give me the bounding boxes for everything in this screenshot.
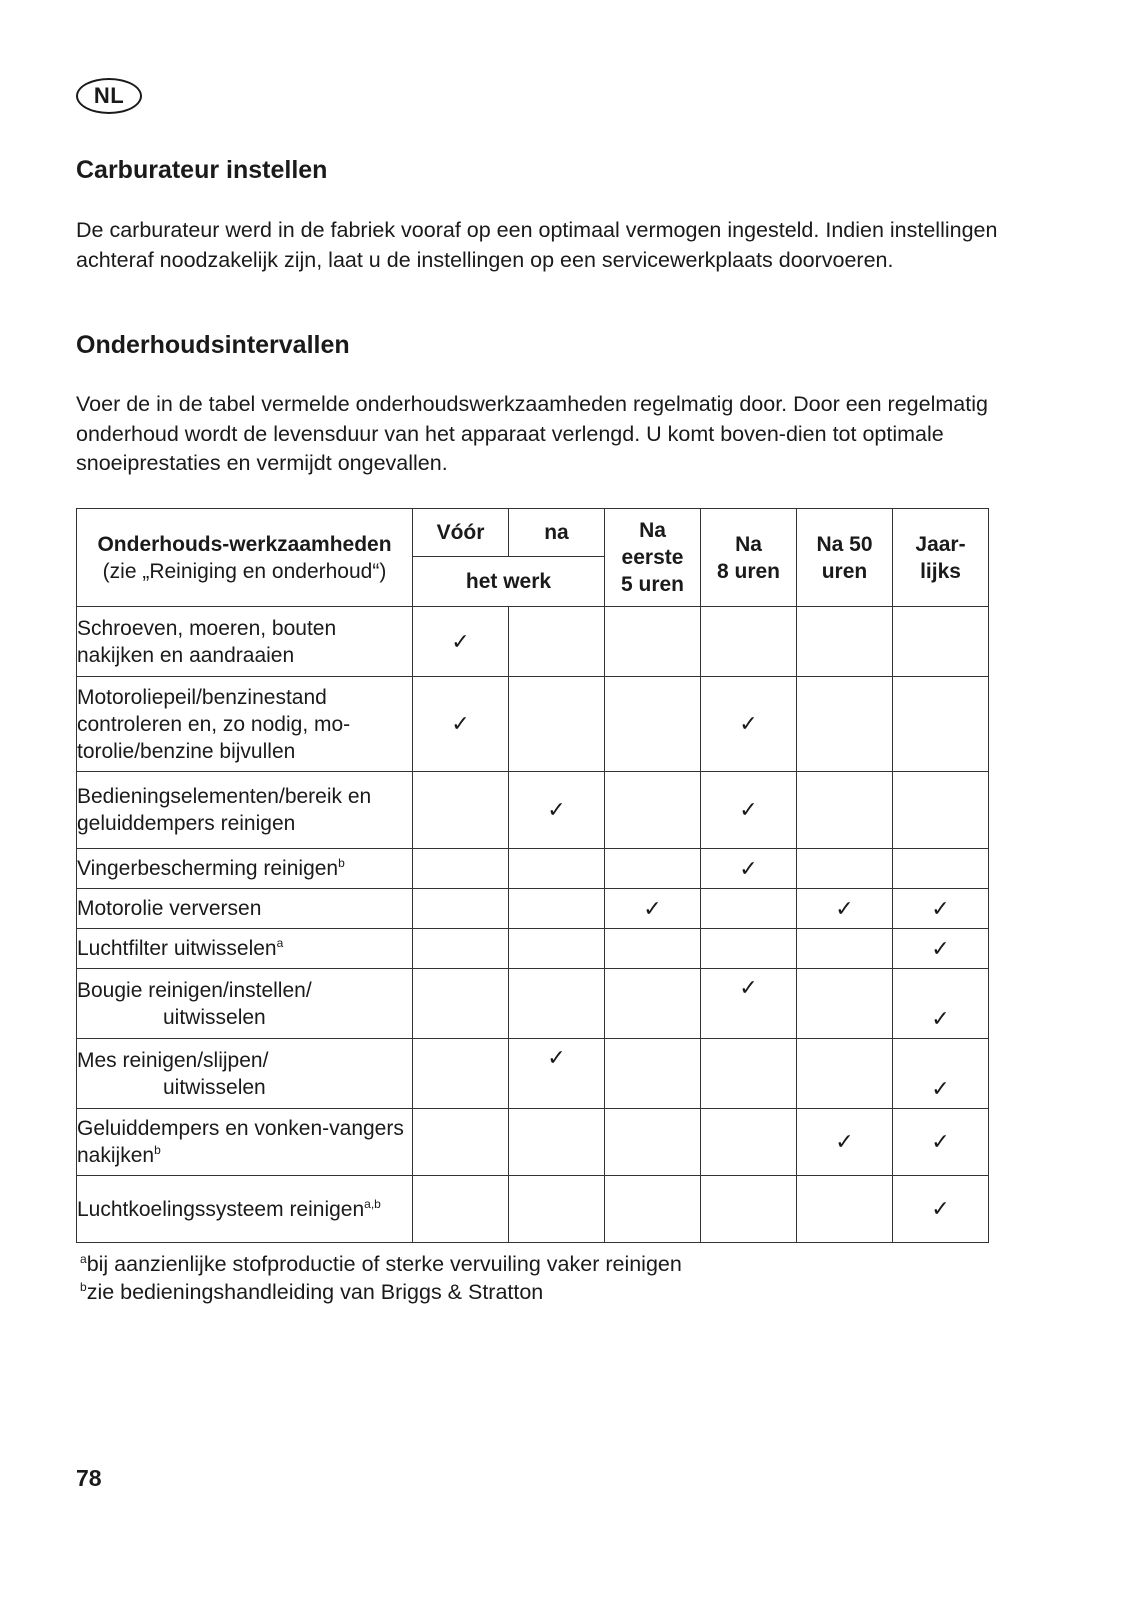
- header-task-subtitle: (zie „Reiniging en onderhoud“): [102, 559, 387, 583]
- check-cell-first5: [605, 849, 701, 889]
- check-cell-h50: [797, 677, 893, 772]
- check-cell-h8: [701, 889, 797, 929]
- section-text-carburetor: De carburateur werd in de fabriek vooraf op een optimaal vermogen ingesteld. Indien instellingen achteraf noodzakelijk zijn, laat u de instellingen op een servicewerkplaats doorvoeren.: [76, 218, 998, 272]
- check-cell-h50: [797, 1176, 893, 1243]
- task-text: Motoroliepeil/benzinestand controleren en, zo nodig, mo-torolie/benzine bijvullen: [77, 685, 351, 763]
- check-cell-h8: [701, 607, 797, 677]
- check-cell-yearly: [893, 849, 989, 889]
- footnote-ref: a,b: [364, 1196, 381, 1211]
- check-cell-yearly: [893, 1039, 989, 1109]
- check-cell-yearly: [893, 1176, 989, 1243]
- task-cell: [77, 929, 413, 969]
- footnote-a: $^a$bij aanzienlijke stofproductie of sterke vervuiling vaker reinigen: [80, 1252, 682, 1276]
- check-cell-after: [509, 1109, 605, 1176]
- task-text: Luchtfilter uitwisselen: [77, 937, 277, 960]
- table-row: [77, 969, 989, 1039]
- task-cell: [77, 1176, 413, 1243]
- checkmark-icon: ✓: [931, 1076, 950, 1101]
- check-cell-before: [413, 677, 509, 772]
- task-cell: [77, 607, 413, 677]
- check-cell-h8: [701, 849, 797, 889]
- check-cell-h8: [701, 1176, 797, 1243]
- task-cell: [77, 849, 413, 889]
- header-work: het werk: [413, 557, 605, 607]
- check-cell-h50: [797, 607, 893, 677]
- check-cell-yearly: [893, 607, 989, 677]
- header-before: Vóór: [413, 509, 509, 557]
- checkmark-icon: ✓: [547, 797, 566, 822]
- header-first-5-hours: Na eerste 5 uren: [605, 509, 701, 607]
- check-cell-after: [509, 1039, 605, 1109]
- footnotes: [80, 1250, 682, 1306]
- check-cell-after: [509, 889, 605, 929]
- check-cell-before: [413, 969, 509, 1039]
- checkmark-icon: ✓: [931, 1196, 950, 1221]
- checkmark-icon: ✓: [451, 628, 470, 654]
- check-cell-first5: [605, 889, 701, 929]
- section-title-maintenance: Onderhoudsintervallen: [76, 331, 350, 359]
- check-cell-before: [413, 1039, 509, 1109]
- checkmark-icon: ✓: [451, 711, 470, 736]
- language-badge: NL: [76, 78, 142, 114]
- check-cell-after: [509, 772, 605, 849]
- footnote-ref: b: [154, 1143, 161, 1157]
- table-row: [77, 1109, 989, 1176]
- checkmark-icon: ✓: [739, 975, 758, 1000]
- footnote-ref: b: [338, 856, 345, 870]
- footnote-ref: a: [276, 936, 284, 950]
- header-50-hours: Na 50 uren: [797, 509, 893, 607]
- table-row: [77, 677, 989, 772]
- check-cell-yearly: [893, 1109, 989, 1176]
- check-cell-h8: [701, 677, 797, 772]
- header-task: [77, 509, 413, 607]
- table-row: [77, 849, 989, 889]
- check-cell-after: [509, 929, 605, 969]
- check-cell-h8: [701, 1109, 797, 1176]
- task-text-line2: uitwisselen: [163, 1005, 266, 1029]
- header-task-title: Onderhouds-werkzaamheden: [97, 532, 392, 556]
- task-cell: [77, 677, 413, 772]
- check-cell-before: [413, 849, 509, 889]
- section-title-carburetor: Carburateur instellen: [76, 156, 328, 184]
- section-text-maintenance: Voer de in de tabel vermelde onderhoudswerkzaamheden regelmatig door. Door een regelmatig onderhoud wordt de levensduur van het apparaat verlengd. U komt boven-dien tot optimale snoeiprestaties en vermijdt ongevallen.: [76, 392, 988, 475]
- check-cell-h50: [797, 1039, 893, 1109]
- check-cell-before: [413, 607, 509, 677]
- check-cell-h50: [797, 929, 893, 969]
- task-text: Bedieningselementen/bereik en geluiddempers reinigen: [77, 785, 372, 835]
- checkmark-icon: ✓: [931, 935, 950, 961]
- checkmark-icon: ✓: [739, 711, 758, 736]
- task-text: Schroeven, moeren, bouten nakijken en aandraaien: [77, 616, 337, 667]
- table-row: [77, 1039, 989, 1109]
- check-cell-first5: [605, 929, 701, 969]
- maintenance-table: [76, 508, 989, 1243]
- task-text-line1: Bougie reinigen/instellen/: [77, 978, 312, 1002]
- checkmark-icon: ✓: [931, 1129, 950, 1154]
- check-cell-before: [413, 889, 509, 929]
- task-cell: [77, 772, 413, 849]
- check-cell-first5: [605, 1039, 701, 1109]
- check-cell-h8: [701, 1039, 797, 1109]
- task-cell: [77, 1109, 413, 1176]
- check-cell-before: [413, 929, 509, 969]
- check-cell-h50: [797, 969, 893, 1039]
- check-cell-before: [413, 1176, 509, 1243]
- check-cell-h50: [797, 772, 893, 849]
- check-cell-h50: [797, 1109, 893, 1176]
- task-text: Geluiddempers en vonken-vangers nakijken: [77, 1117, 404, 1167]
- check-cell-first5: [605, 1176, 701, 1243]
- check-cell-yearly: [893, 969, 989, 1039]
- table-row: [77, 772, 989, 849]
- checkmark-icon: ✓: [931, 895, 950, 921]
- check-cell-before: [413, 772, 509, 849]
- header-8-hours: Na 8 uren: [701, 509, 797, 607]
- task-text-line2: uitwisselen: [163, 1075, 266, 1099]
- table-row: [77, 929, 989, 969]
- task-text-line1: Mes reinigen/slijpen/: [77, 1048, 269, 1072]
- check-cell-after: [509, 1176, 605, 1243]
- check-cell-yearly: [893, 889, 989, 929]
- checkmark-icon: ✓: [739, 797, 758, 822]
- checkmark-icon: ✓: [547, 1045, 566, 1070]
- checkmark-icon: ✓: [739, 855, 758, 881]
- table-row: [77, 889, 989, 929]
- check-cell-yearly: [893, 677, 989, 772]
- check-cell-after: [509, 849, 605, 889]
- task-text: Vingerbescherming reinigen: [77, 857, 339, 880]
- table-row: [77, 1176, 989, 1243]
- check-cell-h50: [797, 889, 893, 929]
- page-number: 78: [76, 1465, 102, 1491]
- checkmark-icon: ✓: [643, 895, 662, 921]
- check-cell-after: [509, 969, 605, 1039]
- task-cell: [77, 1039, 413, 1109]
- task-cell: [77, 969, 413, 1039]
- check-cell-before: [413, 1109, 509, 1176]
- check-cell-yearly: [893, 772, 989, 849]
- table-row: [77, 607, 989, 677]
- check-cell-after: [509, 677, 605, 772]
- check-cell-yearly: [893, 929, 989, 969]
- check-cell-h8: [701, 929, 797, 969]
- check-cell-first5: [605, 969, 701, 1039]
- checkmark-icon: ✓: [835, 1129, 854, 1154]
- check-cell-first5: [605, 677, 701, 772]
- task-text: Luchtkoelingssysteem reinigen: [77, 1197, 365, 1221]
- footnote-b: $^b$zie bedieningshandleiding van Briggs & Stratton: [80, 1280, 544, 1304]
- check-cell-h8: [701, 969, 797, 1039]
- checkmark-icon: ✓: [835, 895, 854, 921]
- check-cell-first5: [605, 607, 701, 677]
- check-cell-first5: [605, 772, 701, 849]
- task-cell: [77, 889, 413, 929]
- check-cell-h8: [701, 772, 797, 849]
- check-cell-h50: [797, 849, 893, 889]
- checkmark-icon: ✓: [931, 1006, 950, 1031]
- header-after: na: [509, 509, 605, 557]
- check-cell-first5: [605, 1109, 701, 1176]
- task-text: Motorolie verversen: [77, 897, 262, 920]
- header-yearly: Jaar- lijks: [893, 509, 989, 607]
- check-cell-after: [509, 607, 605, 677]
